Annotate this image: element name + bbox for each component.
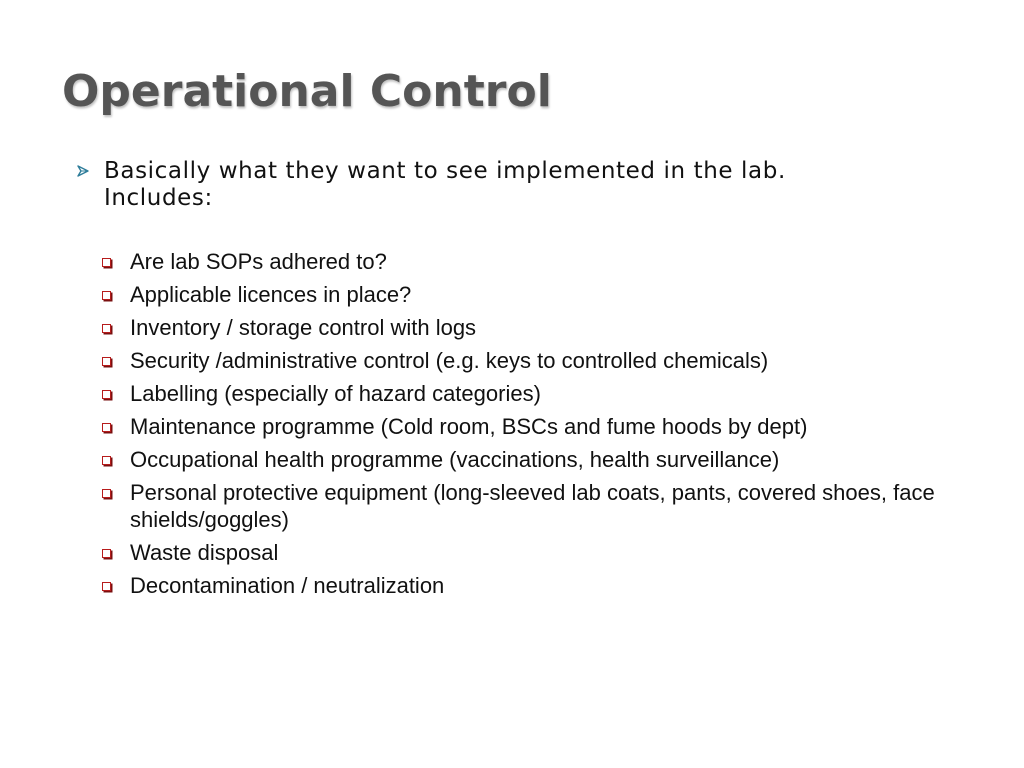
list-item-text: Applicable licences in place?: [130, 282, 412, 307]
square-bullet-icon: [102, 390, 111, 399]
main-bullet-line-1: Basically what they want to see implemented in the lab.: [104, 158, 786, 184]
square-bullet-icon: [102, 258, 111, 267]
list-item: [102, 539, 962, 566]
square-bullet-icon: [102, 291, 111, 300]
list-item-text: Security /administrative control (e.g. keys to controlled chemicals): [130, 348, 769, 373]
list-item: [102, 347, 962, 374]
list-item-text: Labelling (especially of hazard categories): [130, 381, 541, 406]
list-item: [102, 380, 962, 407]
arrowhead-bullet-icon: [76, 164, 90, 178]
list-item-text: Maintenance programme (Cold room, BSCs and fume hoods by dept): [130, 414, 808, 439]
list-item: [102, 446, 962, 473]
list-item: [102, 248, 962, 275]
list-item-text: Are lab SOPs adhered to?: [130, 249, 387, 274]
main-bullet-line-2: Includes:: [104, 185, 213, 211]
list-item-text: Inventory / storage control with logs: [130, 315, 477, 340]
slide-title: Operational Control: [62, 66, 552, 117]
square-bullet-icon: [102, 423, 111, 432]
square-bullet-icon: [102, 582, 111, 591]
list-item: [102, 413, 962, 440]
square-bullet-icon: [102, 357, 111, 366]
list-item-text: Personal protective equipment (long-sleeved lab coats, pants, covered shoes, face shields/goggles): [130, 480, 935, 532]
list-item: [102, 314, 962, 341]
square-bullet-icon: [102, 549, 111, 558]
list-item-text: Occupational health programme (vaccinations, health surveillance): [130, 447, 780, 472]
list-item: [102, 479, 962, 533]
sub-bullet-list: [102, 248, 962, 605]
list-item-text: Decontamination / neutralization: [130, 573, 445, 598]
list-item: [102, 572, 962, 599]
square-bullet-icon: [102, 456, 111, 465]
list-item: [102, 281, 962, 308]
main-bullet-text: [104, 158, 896, 212]
main-bullet: [76, 158, 896, 212]
square-bullet-icon: [102, 324, 111, 333]
list-item-text: Waste disposal: [130, 540, 279, 565]
square-bullet-icon: [102, 489, 111, 498]
